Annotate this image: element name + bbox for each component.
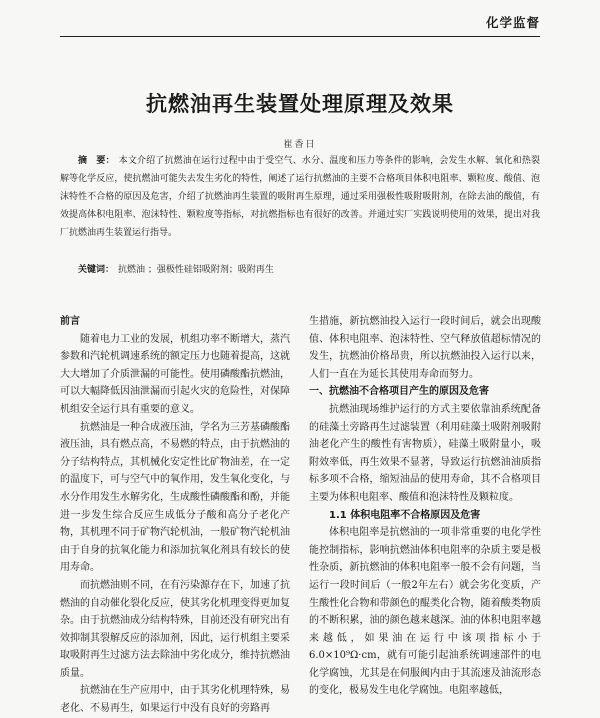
- paragraph: 体积电阻率是抗燃油的一项非常重要的电化学性能控制指标，影响抗燃油体积电阻率的杂质主要是极性杂质，新抗燃油的体积电阻率一般不会有问题，当运行一段时间后（一般2年左右）就会劣化变质，产生酸性化合物和带颜色的醌类化合物，随着酸类物质的不断积累，油的颜色越来越深。油的体积电阻率越来越低，如果油在运行中该项指标小于6.0×10⁹Ω·cm，就有可能引起油系统调速部件的电化学腐蚀，尤其是在伺服阀内由于其流速及油流形态的变化，极易发生电化学腐蚀。电阻率越低，: [309, 527, 541, 697]
- section-heading: 前言: [60, 316, 80, 327]
- subsection-heading: 1.1 体积电阻率不合格原因及危害: [329, 509, 481, 521]
- section-label: 化学监督: [485, 15, 540, 30]
- abstract-label: 摘 要：: [78, 156, 115, 166]
- left-column: [60, 313, 290, 718]
- paragraph: 抗燃油是一种合成液压油，学名为三芳基磷酸酯液压油，具有燃点高，不易燃的特点，由于抗燃油的分子结构特点，其机械化安定性比矿物油差，在一定的温度下，可与空气中的氧作用，发生氧化变化，与水分作用发生水解劣化，生成酸性磷酸酯和酚，并能进一步发生综合反应生成低分子酸和高分子老化产物，其机理不同于矿物汽轮机油，一般矿物汽轮机油由于自身的抗氧化能力和添加抗氧化剂具有较长的使用寿命。: [60, 421, 290, 574]
- keywords-text: 抗燃油 ；强极性硅铝吸附剂；吸附再生: [118, 265, 274, 275]
- abstract: [60, 152, 540, 242]
- keywords: [78, 263, 538, 277]
- right-column: [309, 313, 541, 700]
- paragraph-continued: 生措施，新抗燃油投入运行一段时间后，就会出现酸值、体积电阻率、泡沫特性、空气释放值超标情况的发生，抗燃油价格昂贵，所以抗燃油投入运行以来，人们一直在为延长其使用寿命而努力。: [309, 316, 541, 380]
- paragraph: 抗燃油在生产应用中，由于其劣化机理特殊，易老化、不易再生，如果运行中没有良好的旁路再: [60, 685, 290, 715]
- keywords-label: 关键词：: [78, 265, 115, 275]
- article-author: 崔香日: [283, 140, 317, 150]
- article-title: 抗燃油再生装置处理原理及效果: [146, 92, 454, 116]
- paragraph: 随着电力工业的发展，机组功率不断增大，蒸汽参数和汽轮机调速系统的额定压力也随着提高，这就大大增加了介质泄漏的可能性。使用磷酸酯抗燃油，可以大幅降低因油泄漏而引起火灾的危险性，对保障机组安全运行具有重要的意义。: [60, 333, 290, 415]
- page-header: [0, 0, 600, 40]
- header-divider: [60, 36, 540, 37]
- paragraph: 抗燃油现场维护运行的方式主要依靠油系统配备的硅藻土旁路再生过滤装置（利用硅藻土吸附剂吸附油老化产生的酸性有害物质），硅藻土吸附量小，吸附效率低，再生效果不显著，导致运行抗燃油油质指标多项不合格，缩短油品的使用寿命，其不合格项目主要为体积电阻率、酸值和泡沫特性及颗粒度。: [309, 403, 541, 503]
- abstract-text: 本文介绍了抗燃油在运行过程中由于受空气、水分、温度和压力等条件的影响，会发生水解、氧化和热裂解等化学反应，使抗燃油可能失去发生劣化的特性，阐述了运行抗燃油的主要不合格项目体积电阻率、颗粒度、酸值、泡沫特性不合格的原因及危害，介绍了抗燃油再生装置的吸附再生原理，通过采用强极性吸附吸附剂，在除去油的酸值，有效提高体积电阻率、泡沫特性、颗粒度等指标，对抗燃指标也有很好的改善。并通过实厂实践说明使用的效果，提出对我厂抗燃油再生装置运行指导。: [60, 156, 540, 238]
- section-heading: 一、抗燃油不合格项目产生的原因及危害: [309, 386, 489, 398]
- paragraph: 而抗燃油则不同，在有污染源存在下，加速了抗燃油的自动催化裂化反应，使其劣化机理变得更加复杂。由于抗燃油成分结构特殊，目前还没有研究出有效抑制其裂解反应的添加剂，因此，运行机组主要采取吸附再生过滤方法去除油中劣化成分，维持抗燃油质量。: [60, 579, 290, 679]
